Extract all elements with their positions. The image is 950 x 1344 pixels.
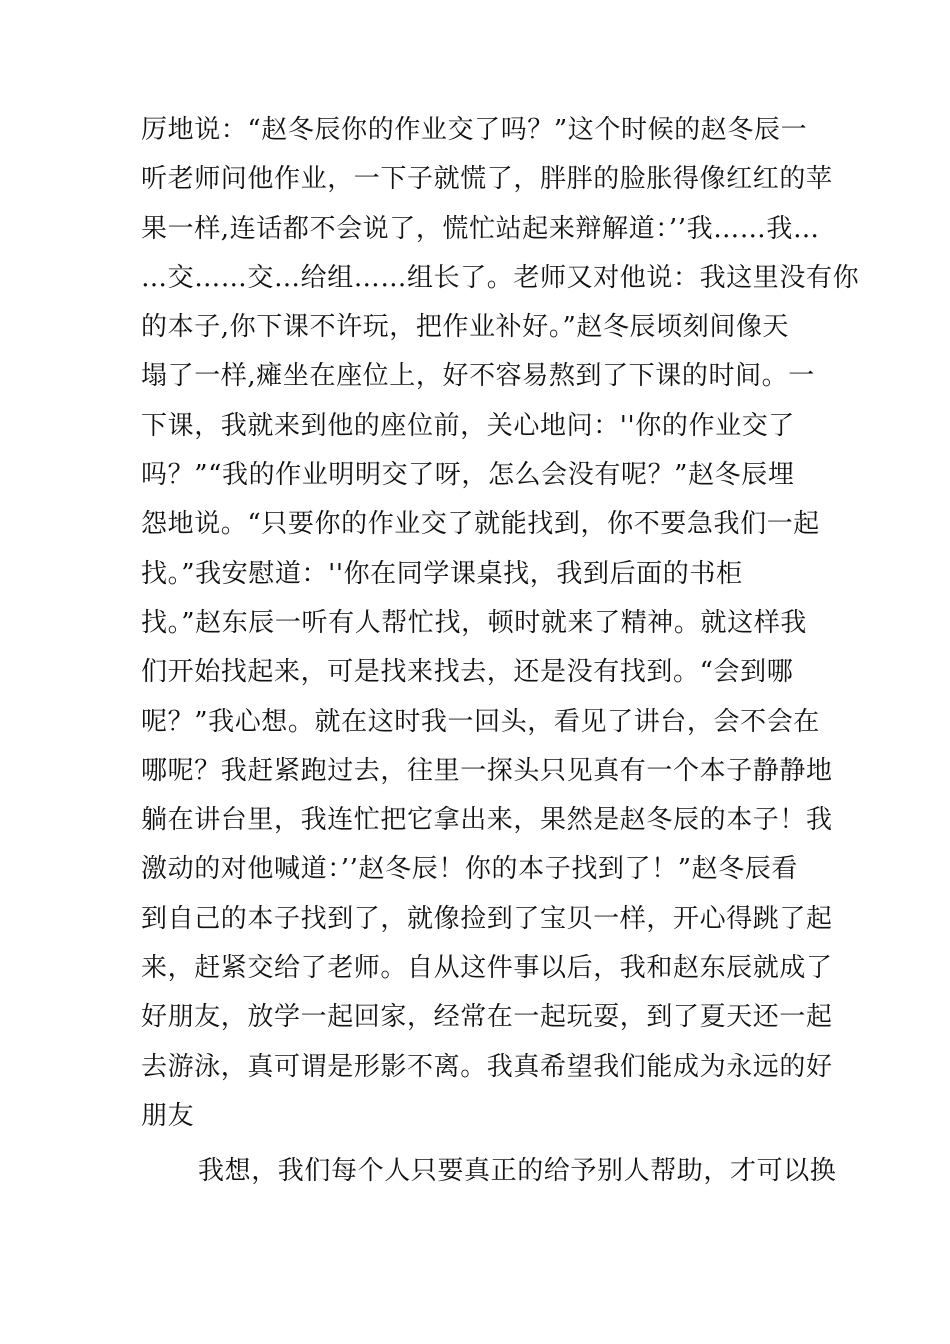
text-line: …交……交…给组……组长了。老师又对他说：我这里没有你 xyxy=(141,262,860,293)
text-line: 的本子,你下课不许玩，把作业补好。”赵冬辰顷刻间像天 xyxy=(141,312,790,343)
text-line: 怨地说。“只要你的作业交了就能找到，你不要急我们一起 xyxy=(141,509,820,540)
text-line: 来，赶紧交给了老师。自从这件事以后，我和赵东辰就成了 xyxy=(141,953,833,984)
text-line: 激动的对他喊道：’’赵冬辰！你的本子找到了！”赵冬辰看 xyxy=(141,854,799,885)
text-line: 找。”我安慰道：''你在同学课桌找，我到后面的书柜 xyxy=(141,558,743,589)
text-line: 们开始找起来，可是找来找去，还是没有找到。“会到哪 xyxy=(141,657,794,688)
body-text xyxy=(141,106,860,1197)
text-line: 好朋友，放学一起回家，经常在一起玩耍，到了夏天还一起 xyxy=(141,1002,833,1033)
text-line: 厉地说：“赵冬辰你的作业交了吗？”这个时候的赵冬辰一 xyxy=(141,115,808,145)
text-line: 下课，我就来到他的座位前，关心地问：''你的作业交了 xyxy=(141,410,795,441)
text-line: 果一样,连话都不会说了，慌忙站起来辩解道：’’我……我… xyxy=(141,213,820,244)
text-line: 哪呢？我赶紧跑过去，往里一探头只见真有一个本子静静地 xyxy=(141,755,833,786)
text-line: 呢？”我心想。就在这时我一回头，看见了讲台，会不会在 xyxy=(141,706,820,737)
text-line: 去游泳，真可谓是形影不离。我真希望我们能成为永远的好 xyxy=(141,1051,833,1082)
text-line: 我想，我们每个人只要真正的给予别人帮助，才可以换 xyxy=(198,1156,837,1187)
text-line: 塌了一样,瘫坐在座位上，好不容易熬到了下课的时间。一 xyxy=(141,361,815,392)
text-line: 朋友 xyxy=(141,1100,195,1131)
text-line: 到自己的本子找到了，就像捡到了宝贝一样，开心得跳了起 xyxy=(141,903,833,934)
text-line: 躺在讲台里，我连忙把它拿出来，果然是赵冬辰的本子！我 xyxy=(141,805,833,836)
text-line: 听老师问他作业，一下子就慌了，胖胖的脸胀得像红红的苹 xyxy=(141,164,833,195)
text-line: 吗？”“我的作业明明交了呀，怎么会没有呢？”赵冬辰埋 xyxy=(141,460,795,491)
paragraph-1 xyxy=(141,106,860,1141)
text-line: 找。”赵东辰一听有人帮忙找，顿时就来了精神。就这样我 xyxy=(141,607,807,638)
paragraph-2 xyxy=(141,1147,837,1196)
